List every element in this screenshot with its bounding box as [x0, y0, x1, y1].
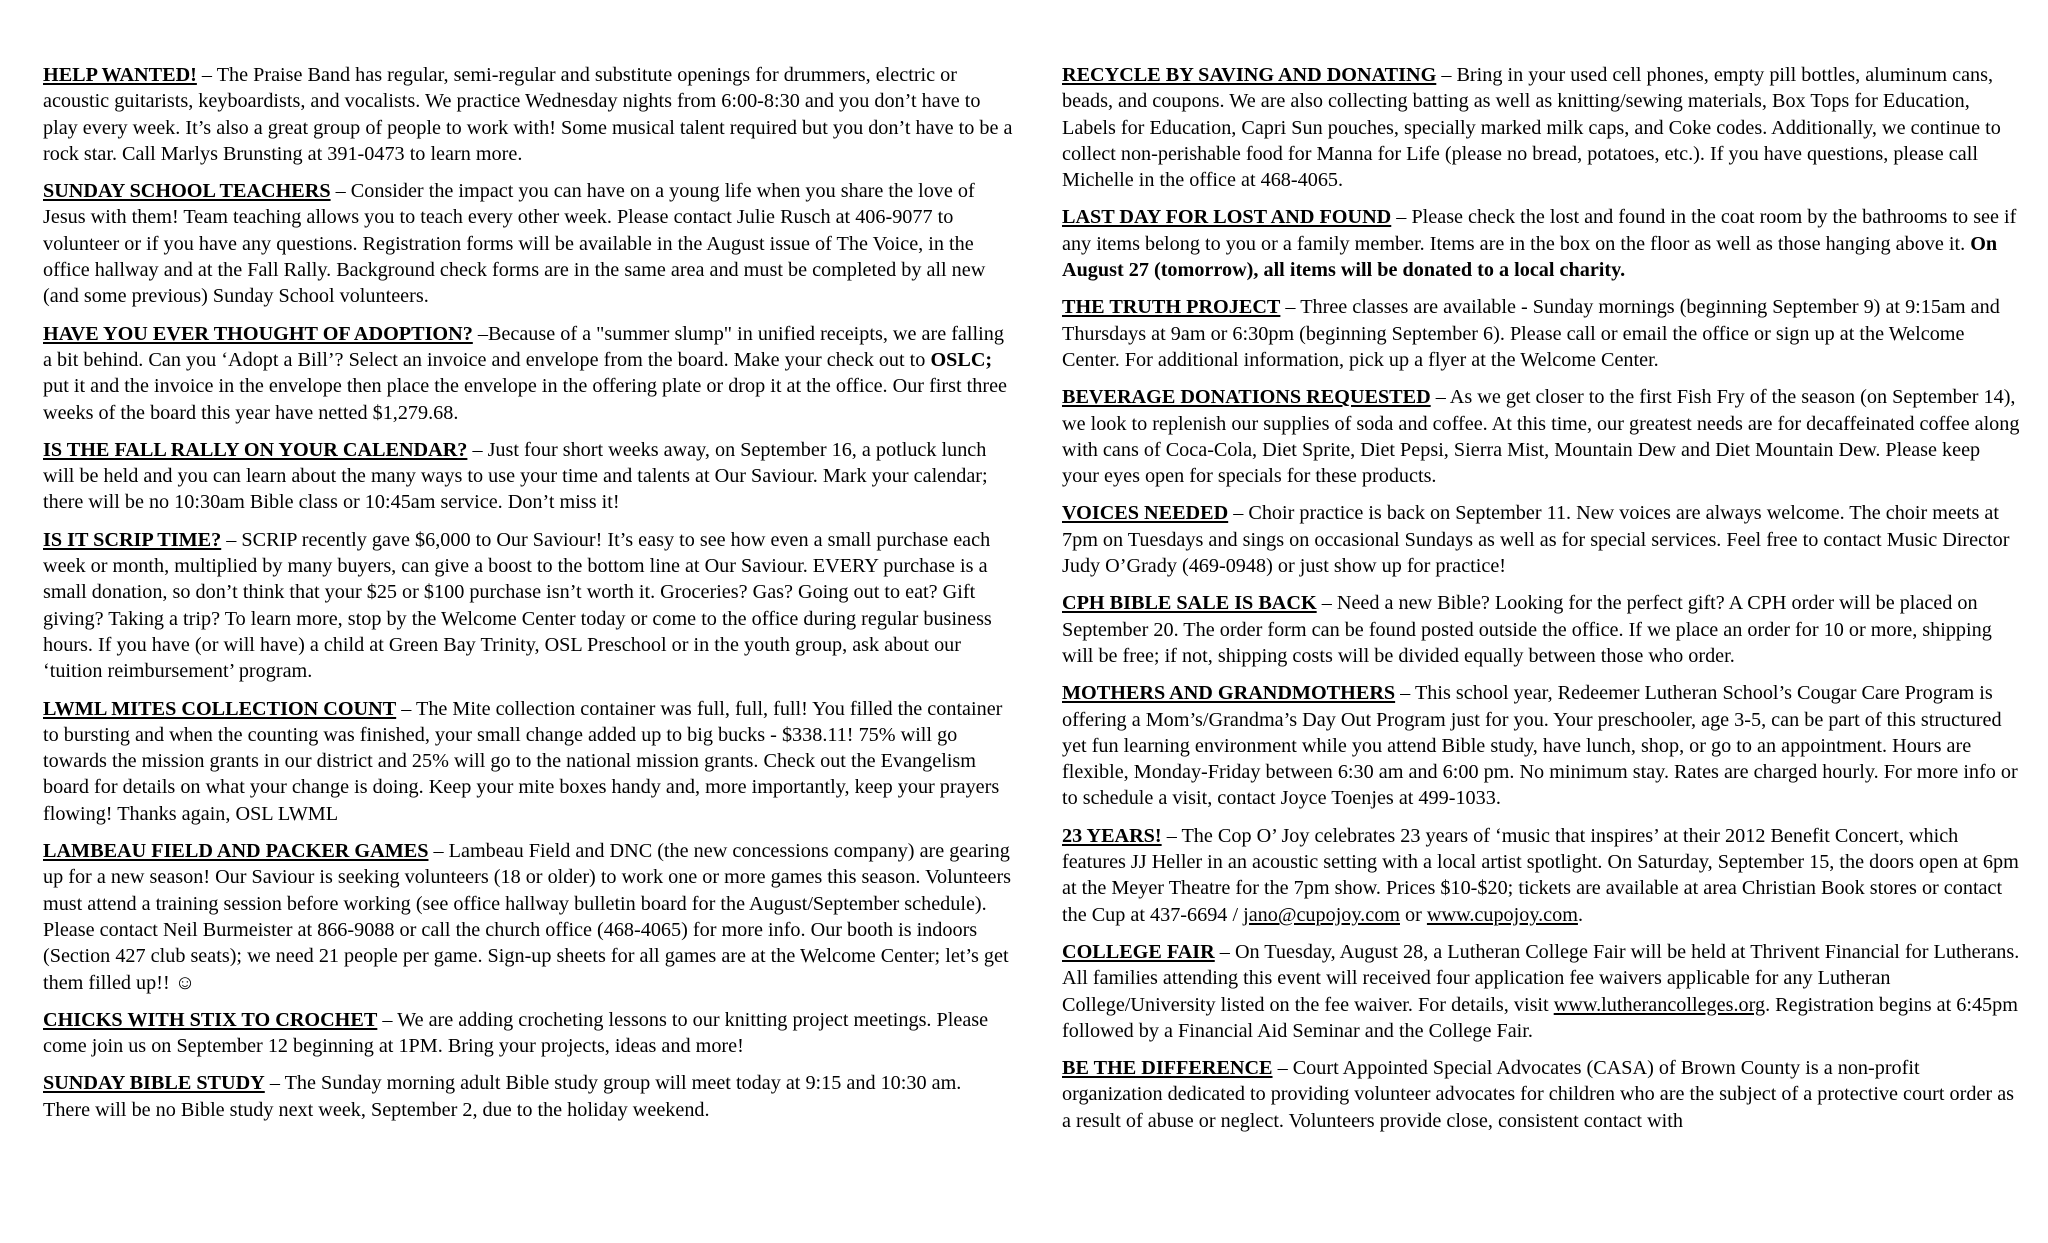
announcement-body: – Consider the impact you can have on a young life when you share the love of Jesus with them! Team teaching allows you to teach every other week. Please contact Julie Rusch at 406-9077 to volunteer or if you have any questions. Registration forms will be available in the August issue of The Voice, in the office hallway and at the Fall Rally. Background check forms are in the same area and must be completed by all new (and some previous) Sunday School volunteers.	[43, 180, 986, 308]
announcement-body: – Lambeau Field and DNC (the new concessions company) are gearing up for a new season! Our Saviour is seeking volunteers (18 or older) to work one or more games this season. Volunteers must attend a training session before working (see office hallway bulletin board for the August/September schedule). Please contact Neil Burmeister at 866-9088 or call the church office (468-4065) for more info. Our booth is indoors (Section 427 club seats); we need 21 people per game. Sign-up sheets for all games are at the Welcome Center; let’s get them filled up!! ☺	[43, 840, 1012, 994]
announcement-heading: LAST DAY FOR LOST AND FOUND	[1062, 206, 1392, 229]
announcement-fall-rally	[43, 437, 1013, 516]
announcement-23-years	[1062, 823, 2022, 928]
announcement-heading: COLLEGE FAIR	[1062, 940, 1215, 963]
announcement-truth-project	[1062, 294, 2022, 373]
announcement-heading: 23 YEARS!	[1062, 824, 1162, 847]
announcement-heading: HELP WANTED!	[43, 64, 197, 86]
announcement-body: – The Mite collection container was full, full, full! You filled the container to bursting and when the counting was finished, your small change added up to big bucks - $338.11! 75% will go towards the mission grants in our district and 25% will go to the national mission grants. Check out the Evangelism board for details on what your change is doing. Keep your mite boxes handy and, more importantly, keep your prayers flowing! Thanks again, OSL LWML	[43, 697, 1003, 825]
announcement-chicks-with-stix	[43, 1007, 1013, 1060]
announcement-heading: LWML MITES COLLECTION COUNT	[43, 697, 397, 720]
announcement-body: –Because of a "summer slump" in unified receipts, we are falling a bit behind. Can you ‘Adopt a Bill’? Select an invoice and envelope from the board. Make your check out to	[43, 322, 1004, 371]
announcement-body: – SCRIP recently gave $6,000 to Our Saviour! It’s easy to see how even a small purchase each week or month, multiplied by many buyers, can give a boost to the bottom line at Our Saviour. EVERY purchase is a small donation, so don’t think that your $25 or $100 purchase isn’t worth it. Groceries? Gas? Going out to eat? Gift giving? Taking a trip? To learn more, stop by the Welcome Center today or come to the office during regular business hours. If you have (or will have) a child at Green Bay Trinity, OSL Preschool or in the youth group, ask about our ‘tuition reimbursement’ program.	[43, 528, 992, 683]
announcement-heading: CPH BIBLE SALE IS BACK	[1062, 592, 1317, 615]
announcement-bold-text: On August 27 (tomorrow), all items will be donated to a local charity.	[1062, 232, 1998, 282]
announcement-heading: VOICES NEEDED	[1062, 502, 1229, 525]
announcement-heading: THE TRUTH PROJECT	[1062, 296, 1281, 319]
announcement-body: – Need a new Bible? Looking for the perfect gift? A CPH order will be placed on September 20. The order form can be found posted outside the office. If we place an order for 10 or more, shipping will be free; if not, shipping costs will be divided equally between those who order.	[1062, 592, 1992, 667]
announcement-bold-text: OSLC;	[930, 348, 993, 371]
announcement-body: – Please check the lost and found in the coat room by the bathrooms to see if any items belong to you or a family member. Items are in the box on the floor as well as those hanging above it.	[1062, 206, 2017, 255]
left-column	[43, 62, 1013, 1134]
announcement-beverage-donations	[1062, 384, 2022, 489]
announcement-body: – On Tuesday, August 28, a Lutheran College Fair will be held at Thrivent Financial for Lutherans. All families attending this event will received four application fee waivers applicable for any Lutheran College/University listed on the fee waiver. For details, visit	[1062, 940, 2020, 1016]
announcement-heading: SUNDAY BIBLE STUDY	[43, 1072, 265, 1095]
announcement-sunday-school-teachers	[43, 178, 1013, 309]
announcement-heading: IS IT SCRIP TIME?	[43, 528, 222, 551]
announcement-body: – This school year, Redeemer Lutheran School’s Cougar Care Program is offering a Mom’s/Grandma’s Day Out Program just for you. Your preschooler, age 3-5, can be part of this structured yet fun learning environment while you attend Bible study, have lunch, shop, or go to an appointment. Hours are flexible, Monday-Friday between 6:30 am and 6:00 pm. No minimum stay. Rates are charged hourly. For more info or to schedule a visit, contact Joyce Toenjes at 499-1033.	[1062, 682, 2018, 810]
announcement-heading: SUNDAY SCHOOL TEACHERS	[43, 180, 331, 203]
announcement-heading: BE THE DIFFERENCE	[1062, 1057, 1273, 1080]
announcement-heading: CHICKS WITH STIX TO CROCHET	[43, 1008, 378, 1031]
announcement-body-end: .	[1577, 903, 1583, 926]
announcement-sunday-bible-study	[43, 1070, 1013, 1123]
announcement-body-connector: or	[1400, 903, 1427, 926]
announcement-body: – Court Appointed Special Advocates (CASA) of Brown County is a non-profit organization dedicated to providing volunteer advocates for children who are the subject of a protective court order as a result of abuse or neglect. Volunteers provide close, consistent contact with	[1062, 1057, 2015, 1132]
announcement-body: – Bring in your used cell phones, empty pill bottles, aluminum cans, beads, and coupons. We are also collecting batting as well as knitting/sewing materials, Box Tops for Education, Labels for Education, Capri Sun pouches, specially marked milk caps, and Coke codes. Additionally, we continue to collect non-perishable food for Manna for Life (please no bread, potatoes, etc.). If you have questions, please call Michelle in the office at 468-4065.	[1062, 64, 2001, 192]
announcement-lwml-mites	[43, 696, 1013, 827]
announcement-help-wanted	[43, 62, 1013, 167]
announcement-heading: IS THE FALL RALLY ON YOUR CALENDAR?	[43, 438, 468, 461]
announcement-heading: LAMBEAU FIELD AND PACKER GAMES	[43, 840, 429, 863]
announcement-heading: RECYCLE BY SAVING AND DONATING	[1062, 64, 1437, 86]
announcement-adoption	[43, 321, 1013, 426]
announcement-heading: BEVERAGE DONATIONS REQUESTED	[1062, 386, 1431, 409]
announcement-body: – The Sunday morning adult Bible study group will meet today at 9:15 and 10:30 am. There will be no Bible study next week, September 2, due to the holiday weekend.	[43, 1072, 962, 1121]
announcement-college-fair	[1062, 939, 2022, 1044]
announcement-be-the-difference	[1062, 1055, 2022, 1134]
announcement-scrip-time	[43, 527, 1013, 685]
announcement-body: – We are adding crocheting lessons to our knitting project meetings. Please come join us on September 12 beginning at 1PM. Bring your projects, ideas and more!	[43, 1008, 989, 1058]
announcement-body: – Choir practice is back on September 11. New voices are always welcome. The choir meets at 7pm on Tuesdays and sings on occasional Sundays as well as for special services. Feel free to contact Music Director Judy O’Grady (469-0948) or just show up for practice!	[1062, 502, 2010, 578]
announcement-body: – Just four short weeks away, on September 16, a potluck lunch will be held and you can learn about the many ways to use your time and talents at Our Saviour. Mark your calendar; there will be no 10:30am Bible class or 10:45am service. Don’t miss it!	[43, 438, 988, 514]
website-link[interactable]: www.lutherancolleges.org	[1553, 993, 1766, 1016]
website-link[interactable]: www.cupojoy.com	[1426, 903, 1578, 926]
announcement-heading: MOTHERS AND GRANDMOTHERS	[1062, 682, 1396, 705]
announcement-voices-needed	[1062, 500, 2022, 579]
email-link[interactable]: jano@cupojoy.com	[1243, 903, 1400, 926]
announcement-body-end: . Registration begins at 6:45pm followed by a Financial Aid Seminar and the College Fair.	[1062, 993, 2018, 1042]
announcement-body: – As we get closer to the first Fish Fry of the season (on September 14), we look to replenish our supplies of soda and coffee. At this time, our greatest needs are for decaffeinated coffee along with cans of Coca-Cola, Diet Sprite, Diet Pepsi, Sierra Mist, Mountain Dew and Diet Mountain Dew. Please keep your eyes open for specials for these products.	[1062, 386, 2020, 488]
announcement-body: – The Praise Band has regular, semi-regular and substitute openings for drummers, electric or acoustic guitarists, keyboardists, and vocalists. We practice Wednesday nights from 6:00-8:30 and you don’t have to play every week. It’s also a great group of people to work with! Some musical talent required but you don’t have to be a rock star. Call Marlys Brunsting at 391-0473 to learn more.	[43, 64, 1013, 165]
announcement-recycle	[1062, 62, 2022, 193]
announcement-cph-bible-sale	[1062, 590, 2022, 669]
announcement-heading: HAVE YOU EVER THOUGHT OF ADOPTION?	[43, 322, 473, 345]
announcement-mothers-grandmothers	[1062, 680, 2022, 811]
announcement-lost-and-found	[1062, 204, 2022, 283]
announcement-body: – Three classes are available - Sunday mornings (beginning September 9) at 9:15am and Thursdays at 9am or 6:30pm (beginning September 6). Please call or email the office or sign up at the Welcome Center. For additional information, pick up a flyer at the Welcome Center.	[1062, 296, 2000, 371]
announcement-body: – The Cop O’ Joy celebrates 23 years of ‘music that inspires’ at their 2012 Benefit Concert, which features JJ Heller in an acoustic setting with a local artist spotlight. On Saturday, September 15, the doors open at 6pm at the Meyer Theatre for the 7pm show. Prices $10-$20; tickets are available at area Christian Book stores or contact the Cup at 437-6694 /	[1062, 824, 2019, 926]
right-column	[1062, 62, 2022, 1145]
announcement-body-continued: put it and the invoice in the envelope then place the envelope in the offering plate or drop it at the office. Our first three weeks of the board this year have netted $1,279.68.	[43, 375, 1007, 424]
announcement-lambeau-field	[43, 838, 1013, 996]
